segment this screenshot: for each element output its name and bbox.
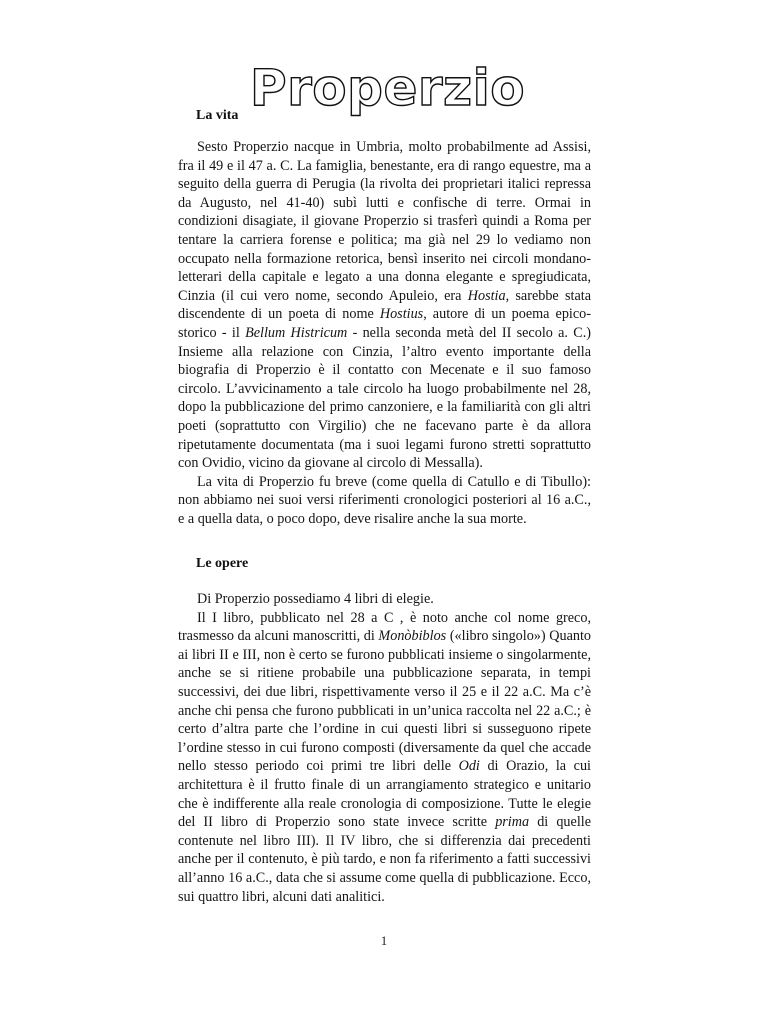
italic-run: Monòbiblos <box>378 628 447 645</box>
text-run: - nella seconda metà del II secolo a. C.) Insieme alla relazione con Cinzia, l’altro evento importante della biografia di Properzio è il contatto con Mecenate e il suo famoso circolo. L’avvicinamento a tale circolo ha luogo probabilmente nel 28, dopo la pubblicazione del primo canzoniere, e la familiarità con gli altri poeti (soprattutto con Virgilio) che ne facevano parte è da allora ripetutamente documentata (ma i suoi legami furono stretti soprattutto con Ovidio, vicino da giovane al circolo di Messalla). <box>178 324 591 472</box>
text-run: di quelle contenute nel libro III). Il IV libro, che si differenzia dai precedenti anche per il contenuto, è più tardo, e non fa riferimento a fatti successivi all’anno 16 a.C., data che si assume come quella di pubblicazione. Ecco, sui quattro libri, alcuni dati analitici. <box>178 814 591 905</box>
italic-run: Hostius <box>379 306 424 323</box>
text-run: di Orazio, la cui architettura è il frutto finale di un arrangiamento strategico e unitario che è indifferente alla reale cronologia di composizione. Tutte le elegie del II libro di Properzio sono state invece scritte <box>178 758 591 831</box>
italic-run: Odi <box>458 758 480 775</box>
title-row <box>178 58 598 128</box>
text-run: , autore di un poema epico-storico - il <box>178 306 591 341</box>
section-vita-body <box>178 138 591 528</box>
section-heading-opere: Le opere <box>196 556 249 571</box>
italic-run: prima <box>495 814 530 831</box>
section-heading-vita: La vita <box>196 108 239 123</box>
paragraph: Di Properzio possediamo 4 libri di elegie. <box>197 591 434 607</box>
paragraph <box>178 609 591 907</box>
italic-run: Bellum Histricum <box>245 324 348 341</box>
section-opere-body <box>178 590 591 906</box>
text-run: Sesto Properzio nacque in Umbria, molto probabilmente ad Assisi, fra il 49 e il 47 a. C. La famiglia, benestante, era di rango equestre, ma a seguito della guerra di Perugia (la rivolta dei proprietari italici repressa da Augusto, nel 41-40) subì lutti e confische di terre. Ormai in condizioni disagiate, il giovane Properzio si trasferì quindi a Roma per tentare la carriera forense e politica; ma già nel 29 lo vediamo non occupato nella formazione retorica, bensì inserito nei circoli mondano-letterari della capitale e legato a una donna elegante e spregiudicata, Cinzia (il cui vero nome, secondo Apuleio, era <box>178 139 591 304</box>
text-run: Il I libro, pubblicato nel 28 a C , è noto anche col nome greco, trasmesso da alcuni manoscritti, di <box>178 609 591 645</box>
paragraph <box>178 138 591 473</box>
text-run: , sarebbe stata discendente di un poeta di nome <box>178 287 591 323</box>
page-number: 1 <box>380 933 388 948</box>
page-title: Properzio <box>250 59 526 117</box>
text-run: («libro singolo») Quanto ai libri II e III, non è certo se furono pubblicati insieme o singolarmente, anche se si ritiene probabile una pubblicazione separata, in tempi successivi, dei due libri, rispettivamente verso il 25 e il 22 a.C. Ma c’è anche chi pensa che furono pubblicati in un’unica raccolta nel 22 a.C.; è certo d’altra parte che l’ordine in cui questi libri si susseguono ripete l’ordine stesso in cui furono composti (diversamente da quel che accade nello stesso periodo coi primi tre libri delle <box>178 628 591 775</box>
italic-run: Hostia <box>467 287 506 304</box>
paragraph: La vita di Properzio fu breve (come quella di Catullo e di Tibullo): non abbiamo nei suoi versi riferimenti cronologici posteriori al 16 a.C., e a quella data, o poco dopo, deve risalire anche la sua morte. <box>178 473 591 527</box>
